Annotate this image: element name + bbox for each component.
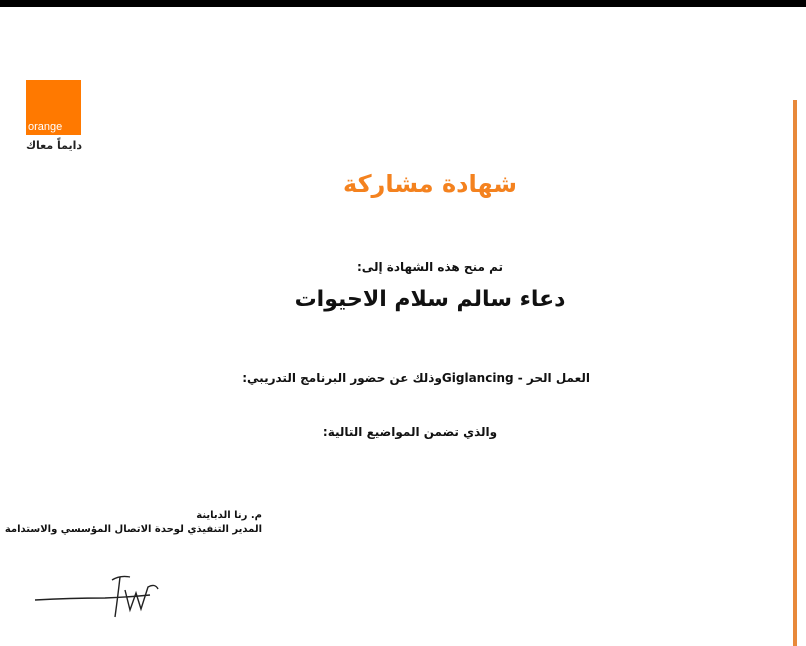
logo-tagline: دايماً معاك [25, 139, 83, 152]
topics-line: والذي تضمن المواضيع التالية: [322, 425, 498, 439]
top-border [0, 0, 806, 7]
granted-to-label: تم منح هذه الشهادة إلى: [357, 260, 503, 274]
attendance-line: العمل الحر - Giglancingوذلك عن حضور البرنامج التدريبي: [242, 371, 590, 385]
orange-logo [26, 80, 81, 135]
signatory-name: م. رنا الدباينة [196, 510, 262, 521]
recipient-name: دعاء سالم سلام الاحيوات [294, 287, 566, 312]
handwritten-signature [30, 565, 170, 625]
logo-wordmark: orange [28, 121, 63, 133]
signatory-title: المدير التنفيذي لوحدة الاتصال المؤسسي والاستدامة [4, 524, 262, 535]
certificate-title: شهادة مشاركة [343, 170, 517, 198]
decorative-side-bar [793, 100, 797, 646]
